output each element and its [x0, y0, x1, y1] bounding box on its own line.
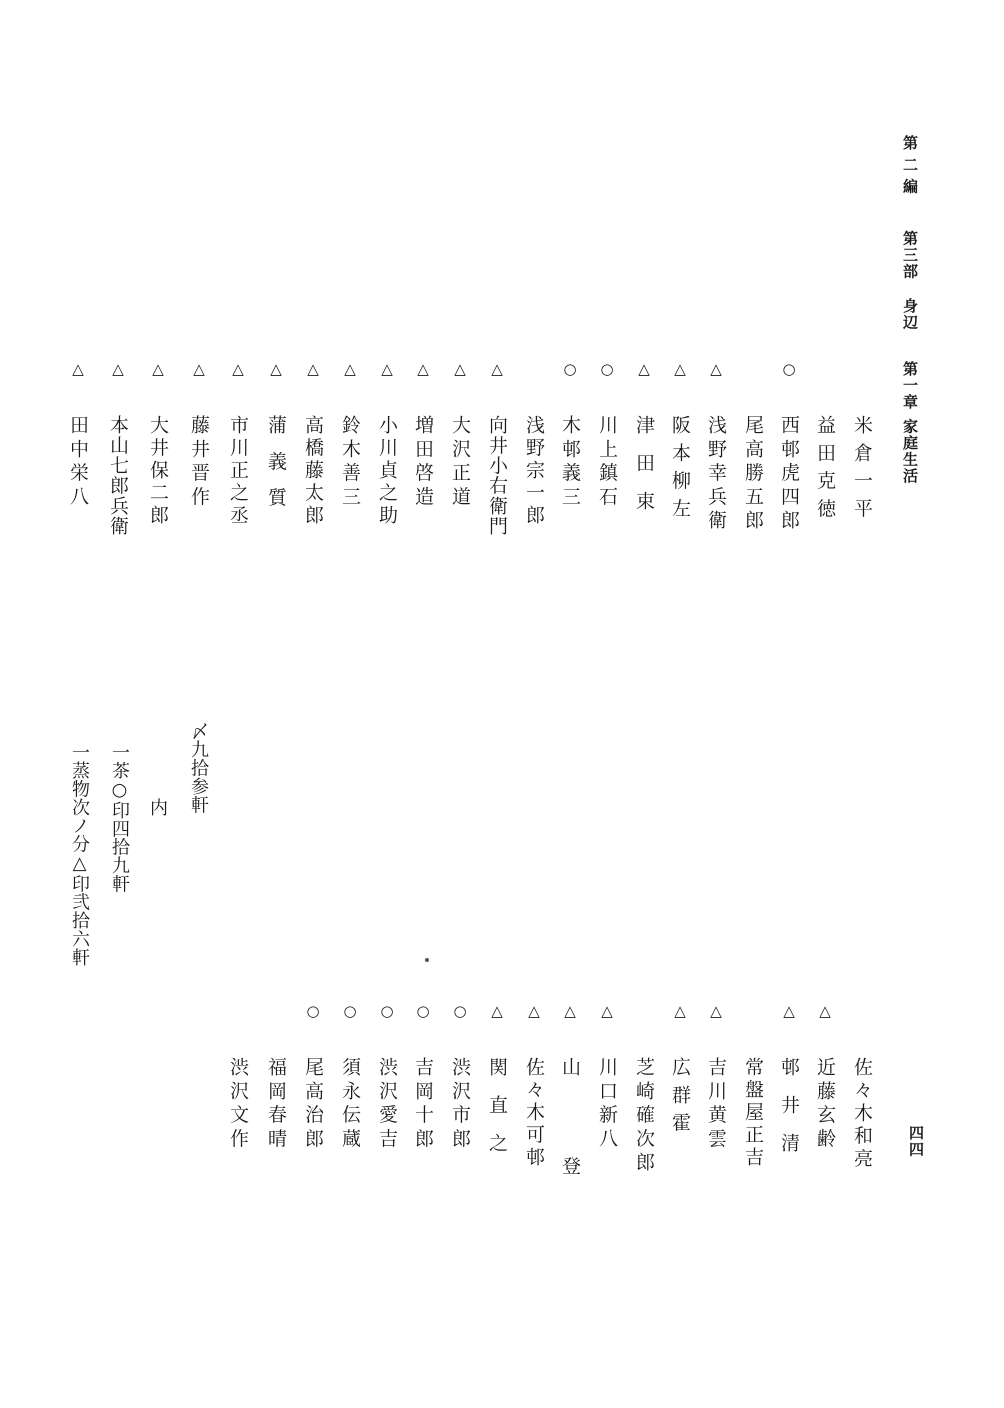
entry-name: 津田束: [633, 415, 655, 529]
entry-mark: △: [491, 360, 503, 378]
entry-mark: ○: [600, 360, 614, 378]
entry-mark: △: [819, 1002, 831, 1020]
entry-mark: ○: [782, 360, 796, 378]
entry-name: 芝崎確次郎: [633, 1057, 655, 1176]
entry-name: 佐々木和亮: [851, 1057, 873, 1171]
entry-mark: △: [528, 1002, 540, 1020]
entry-name: 大井保二郎: [147, 415, 169, 528]
summary-breakdown-label: 内: [147, 798, 168, 817]
entry-mark: ○: [563, 360, 577, 378]
entry-mark: △: [417, 360, 429, 378]
summary-line-steamed: 一蒸物次ノ分△印弐拾六軒: [69, 743, 90, 967]
entry-name: 西邨虎四郎: [778, 415, 800, 534]
entry-name: 常盤屋正吉: [742, 1057, 764, 1170]
entry-name: 渋沢愛吉: [376, 1057, 398, 1152]
entry-mark: △: [270, 360, 282, 378]
entry-mark: △: [307, 360, 319, 378]
entry-name: 藤井晋作: [188, 415, 210, 510]
entry-mark: △: [152, 360, 164, 378]
entry-mark: △: [454, 360, 466, 378]
ink-speck: [425, 958, 429, 962]
entry-name: 吉岡十郎: [412, 1057, 434, 1152]
header-part: 第二編: [901, 135, 919, 201]
entry-name: 鈴木善三: [339, 415, 361, 510]
entry-name: 市川正之丞: [227, 415, 249, 528]
header-section: 第三部: [901, 230, 919, 280]
entry-name: 関直之: [486, 1057, 508, 1171]
entry-mark: △: [601, 1002, 613, 1020]
entry-name: 益田克徳: [814, 415, 836, 526]
header-subsection: 身辺: [901, 297, 919, 331]
entry-name: 尾高治郎: [302, 1057, 324, 1152]
entry-mark: △: [674, 360, 686, 378]
entry-mark: △: [381, 360, 393, 378]
entry-mark: △: [232, 360, 244, 378]
entry-name: 尾高勝五郎: [742, 415, 764, 534]
entry-name: 浅野幸兵衛: [705, 415, 727, 534]
entry-name: 山登: [559, 1057, 581, 1255]
entry-mark: △: [674, 1002, 686, 1020]
entry-mark: ○: [453, 1002, 467, 1020]
entry-mark: ○: [416, 1002, 430, 1020]
entry-name: 木邨義三: [559, 415, 581, 510]
entry-name: 広群霍: [669, 1057, 691, 1141]
entry-name: 米倉一平: [851, 415, 873, 526]
entry-mark: ○: [343, 1002, 357, 1020]
summary-line-tea: 一茶○印四拾九軒: [109, 743, 130, 893]
entry-mark: △: [783, 1002, 795, 1020]
entry-name: 高橋藤太郎: [302, 415, 324, 528]
entry-name: 大沢正道: [449, 415, 471, 510]
header-chapter: 第一章: [901, 360, 919, 411]
entry-name: 川上鎮石: [596, 415, 618, 510]
entry-name: 本山七郎兵衛: [107, 415, 129, 536]
entry-mark: △: [710, 360, 722, 378]
entry-mark: △: [710, 1002, 722, 1020]
entry-name: 増田啓造: [412, 415, 434, 510]
entry-name: 川口新八: [596, 1057, 618, 1152]
entry-mark: △: [344, 360, 356, 378]
entry-mark: △: [564, 1002, 576, 1020]
entry-mark: ○: [380, 1002, 394, 1020]
entry-mark: ○: [306, 1002, 320, 1020]
entry-name: 蒲義質: [265, 415, 287, 524]
header-chapter-title: 家庭生活: [901, 418, 919, 485]
entry-name: 渋沢市郎: [449, 1057, 471, 1152]
entry-name: 福岡春晴: [265, 1057, 287, 1152]
entry-name: 小川貞之助: [376, 415, 398, 528]
entry-mark: △: [638, 360, 650, 378]
entry-name: 浅野宗一郎: [523, 415, 545, 528]
entry-name: 佐々木可邨: [523, 1057, 545, 1170]
entry-name: 阪本柳左: [669, 415, 691, 526]
entry-mark: △: [193, 360, 205, 378]
entry-mark: △: [72, 360, 84, 378]
page-number: 四四: [907, 1125, 925, 1158]
entry-name: 吉川黄雲: [705, 1057, 727, 1152]
entry-name: 向井小右衛門: [486, 415, 508, 536]
entry-name: 邨井清: [778, 1057, 800, 1171]
entry-name: 近藤玄齢: [814, 1057, 836, 1152]
entry-name: 須永伝蔵: [339, 1057, 361, 1152]
entry-mark: △: [112, 360, 124, 378]
summary-total: 〆九拾参軒: [188, 722, 209, 814]
entry-mark: △: [491, 1002, 503, 1020]
running-header: [900, 135, 921, 484]
entry-name: 田中栄八: [67, 415, 89, 510]
entry-name: 渋沢文作: [227, 1057, 249, 1152]
